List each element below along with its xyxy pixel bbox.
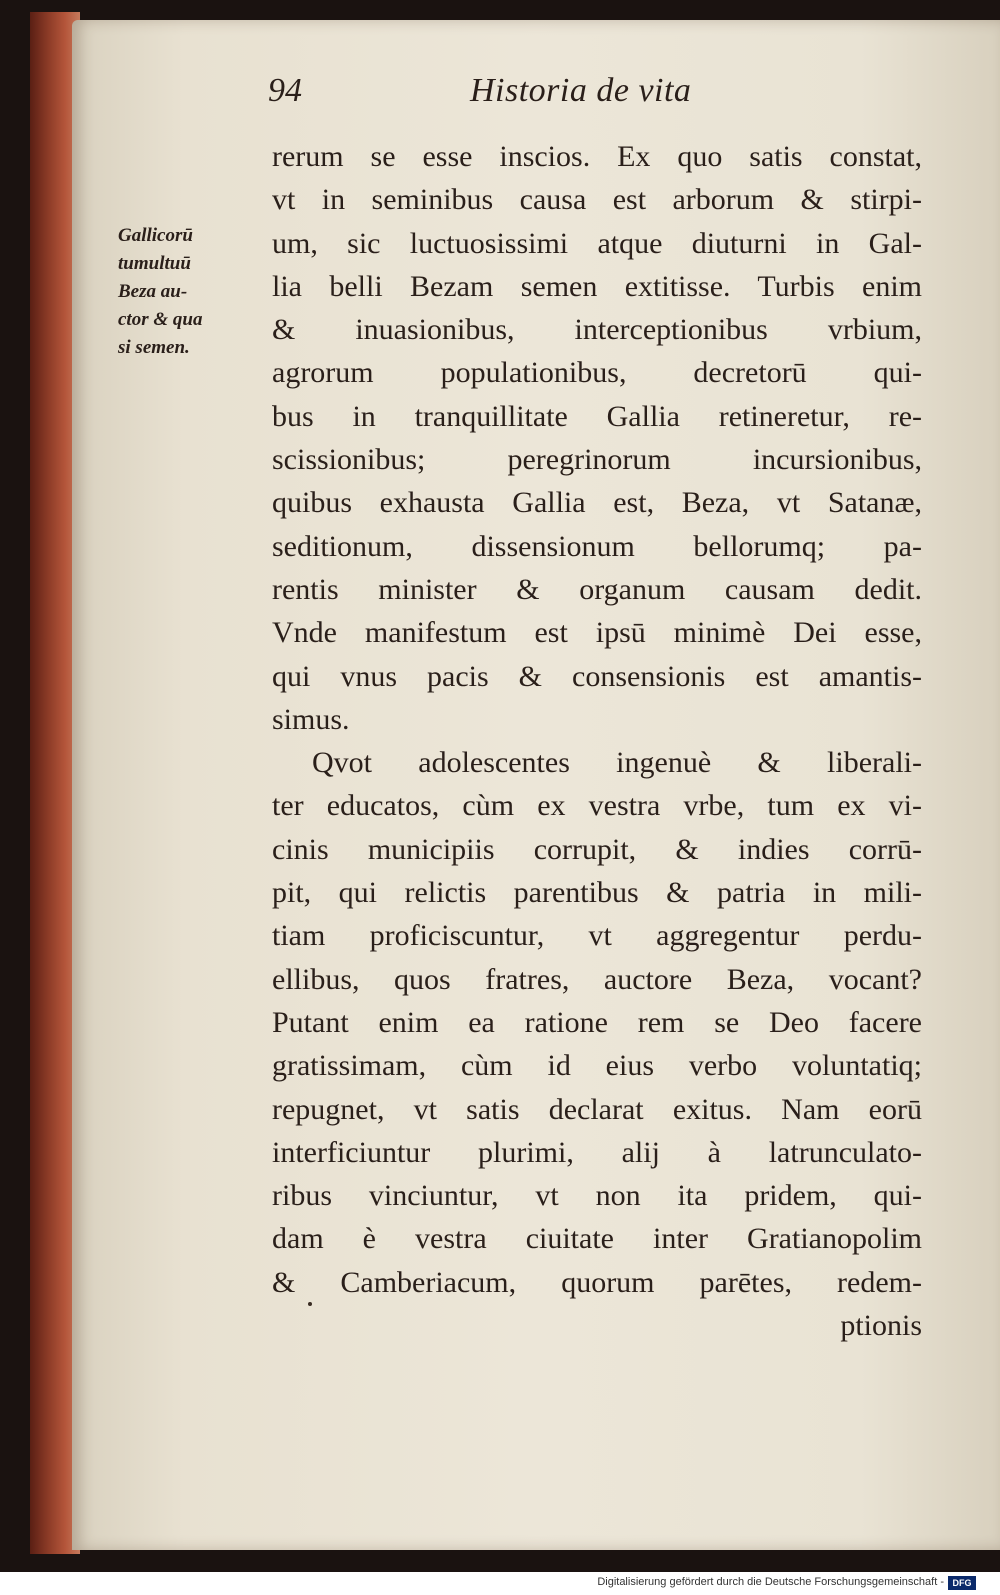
- text-line: ter educatos, cùm ex vestra vrbe, tum ex vi-: [272, 789, 922, 823]
- text-line: Vnde manifestum est ipsū minimè Dei esse,: [272, 616, 922, 650]
- text-line: vt in seminibus causa est arborum & stirpi-: [272, 183, 922, 217]
- text-line: ribus vinciuntur, vt non ita pridem, qui-: [272, 1179, 922, 1213]
- marginal-note-line: tumultuū: [118, 253, 191, 274]
- text-line: rentis minister & organum causam dedit.: [272, 572, 922, 606]
- marginal-note-line: ctor & qua: [118, 309, 203, 330]
- text-line: gratissimam, cùm id eius verbo voluntatiq;: [272, 1049, 922, 1083]
- text-line: tiam proficiscuntur, vt aggregentur perdu-: [272, 919, 922, 953]
- text-line: repugnet, vt satis declarat exitus. Nam eorū: [272, 1092, 922, 1126]
- funding-footer: [0, 1572, 1000, 1595]
- text-line: & Camberiacum, quorum parētes, redem-: [272, 1265, 922, 1299]
- text-line: seditionum, dissensionum bellorumq; pa-: [272, 529, 922, 563]
- text-line: cinis municipiis corrupit, & indies corrū-: [272, 832, 922, 866]
- text-line: & inuasionibus, interceptionibus vrbium,: [272, 313, 922, 347]
- text-line: um, sic luctuosissimi atque diuturni in Gal-: [272, 226, 922, 260]
- text-line: pit, qui relictis parentibus & patria in mili-: [272, 876, 922, 910]
- text-line: interficiuntur plurimi, alij à latrunculato-: [272, 1135, 922, 1169]
- marginal-note-line: Gallicorū: [118, 225, 193, 246]
- text-line: quibus exhausta Gallia est, Beza, vt Satanæ,: [272, 486, 922, 520]
- marginal-note-line: si semen.: [118, 337, 190, 358]
- page-number: 94: [268, 72, 302, 109]
- text-line: rerum se esse inscios. Ex quo satis constat,: [272, 140, 922, 173]
- text-line: agrorum populationibus, decretorū qui-: [272, 356, 922, 390]
- text-line: bus in tranquillitate Gallia retineretur, re-: [272, 399, 922, 433]
- text-line: qui vnus pacis & consensionis est amantis-: [272, 659, 922, 693]
- text-line: Putant enim ea ratione rem se Deo facere: [272, 1005, 922, 1039]
- catchword: ptionis: [840, 1309, 922, 1343]
- marginal-note-line: Beza au-: [118, 281, 188, 302]
- ink-speck: [308, 1302, 312, 1306]
- body-text: [272, 135, 922, 1347]
- running-head: Historia de vita: [470, 72, 692, 109]
- text-line: lia belli Bezam semen extitisse. Turbis enim: [272, 269, 922, 303]
- text-line: scissionibus; peregrinorum incursionibus,: [272, 443, 922, 477]
- funding-text: Digitalisierung gefördert durch die Deutsche Forschungsgemeinschaft -: [597, 1576, 944, 1588]
- dfg-logo: DFG: [948, 1576, 976, 1590]
- text-line: simus.: [272, 702, 350, 736]
- text-line: ellibus, quos fratres, auctore Beza, vocant?: [272, 962, 922, 996]
- text-line: dam è vestra ciuitate inter Gratianopolim: [272, 1222, 922, 1256]
- marginal-note: [118, 222, 268, 362]
- text-line: Qvot adolescentes ingenuè & liberali-: [312, 746, 922, 780]
